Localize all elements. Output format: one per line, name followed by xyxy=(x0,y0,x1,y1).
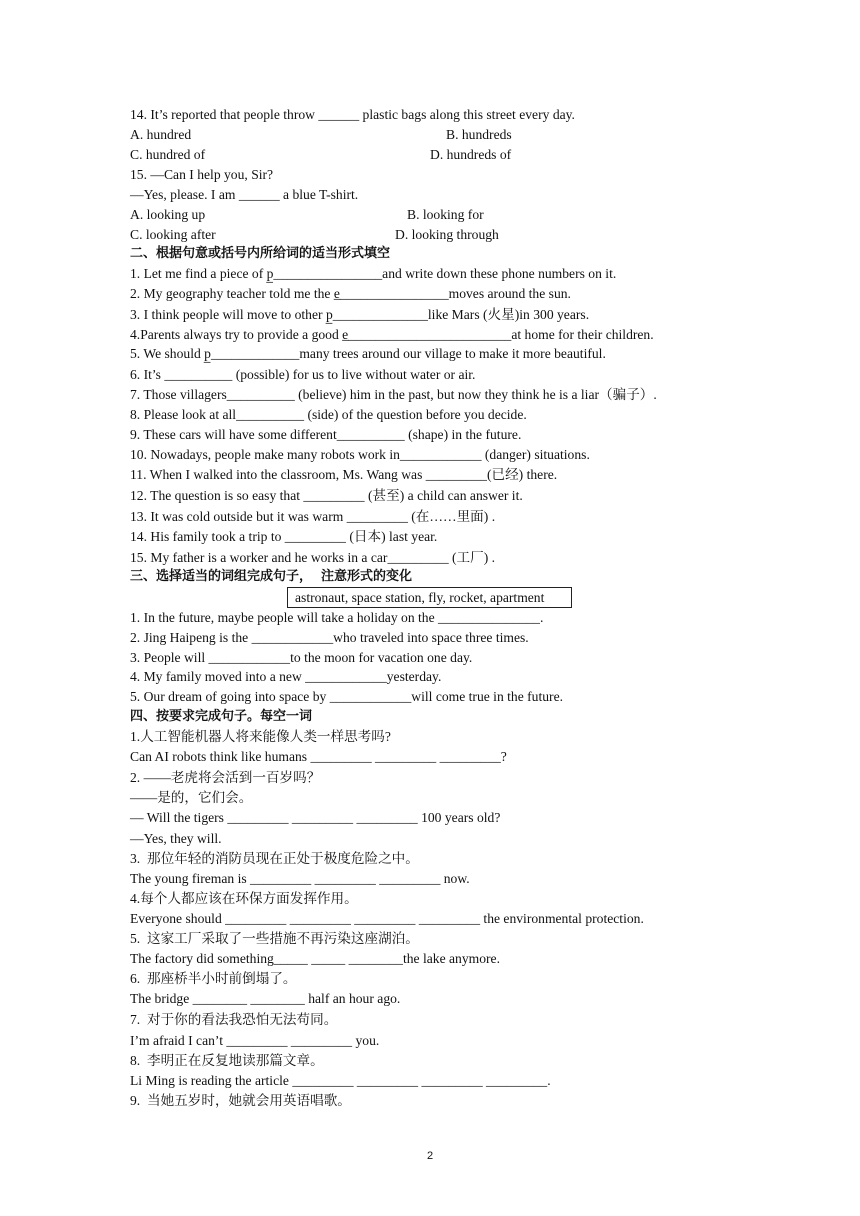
section2-item: 2. My geography teacher told me the e̲________________moves around the sun. xyxy=(130,286,571,301)
section2-item: 14. His family took a trip to _________ (日本) last year. xyxy=(130,529,438,544)
section3-item: 1. In the future, maybe people will take a holiday on the _______________. xyxy=(130,610,544,625)
section4-line: 1.人工智能机器人将来能像人类一样思考吗? xyxy=(130,729,391,744)
section2-item: 3. I think people will move to other p̲______________like Mars (火星)in 300 years. xyxy=(130,307,590,322)
q15-option-b: B. looking for xyxy=(407,207,484,222)
section4-line: Li Ming is reading the article _________ _________ _________ _________. xyxy=(130,1073,551,1088)
section2-item: 11. When I walked into the classroom, Ms. Wang was _________(已经) there. xyxy=(130,467,558,482)
section2-item: 8. Please look at all__________ (side) of the question before you decide. xyxy=(130,407,527,422)
section4-line: The factory did something_____ _____ ________the lake anymore. xyxy=(130,951,500,966)
section2-item: 7. Those villagers__________ (believe) him in the past, but now they think he is a liar（骗子）. xyxy=(130,387,657,402)
section4-line: Everyone should _________ _________ _________ _________ the environmental protection. xyxy=(130,911,644,926)
q15-option-d: D. looking through xyxy=(395,227,499,242)
q15-stem: 15. —Can I help you, Sir? xyxy=(130,167,274,182)
section4-line: ——是的，它们会。 xyxy=(130,790,253,805)
section4-line: I’m afraid I can’t _________ _________ you. xyxy=(130,1033,380,1048)
section4-heading: 四、按要求完成句子。每空一词 xyxy=(130,709,313,724)
section2-item: 12. The question is so easy that _________ (甚至) a child can answer it. xyxy=(130,488,523,503)
q14-option-b: B. hundreds xyxy=(446,127,512,142)
section4-line: 4.每个人都应该在环保方面发挥作用。 xyxy=(130,891,358,906)
q15-option-c: C. looking after xyxy=(130,227,216,242)
section4-line: 7. 对于你的看法我恐怕无法苟同。 xyxy=(130,1012,338,1027)
section4-line: 8. 李明正在反复地读那篇文章。 xyxy=(130,1053,324,1068)
section4-line: The bridge ________ ________ half an hour ago. xyxy=(130,991,401,1006)
section2-item: 9. These cars will have some different__________ (shape) in the future. xyxy=(130,427,522,442)
q14-option-c: C. hundred of xyxy=(130,147,206,162)
section4-line: 6. 那座桥半小时前倒塌了。 xyxy=(130,971,297,986)
section4-line: 3. 那位年轻的消防员现在正处于极度危险之中。 xyxy=(130,851,419,866)
section2-item: 6. It’s __________ (possible) for us to live without water or air. xyxy=(130,367,476,382)
section4-line: The young fireman is _________ _________ _________ now. xyxy=(130,871,470,886)
section2-item: 13. It was cold outside but it was warm _________ (在……里面) . xyxy=(130,509,496,524)
section2-item: 15. My father is a worker and he works in a car_________ (工厂) . xyxy=(130,550,496,565)
page-number: 2 xyxy=(426,1150,434,1162)
word-bank-box: astronaut, space station, fly, rocket, apartment xyxy=(287,587,572,608)
section4-line: Can AI robots think like humans _________ _________ _________? xyxy=(130,749,507,764)
section4-line: —Yes, they will. xyxy=(130,831,222,846)
q14-option-a: A. hundred xyxy=(130,127,192,142)
section3-item: 2. Jing Haipeng is the ____________who traveled into space three times. xyxy=(130,630,529,645)
section2-heading: 二、根据句意或括号内所给词的适当形式填空 xyxy=(130,246,391,261)
section3-item: 5. Our dream of going into space by ____________will come true in the future. xyxy=(130,689,564,704)
q14-option-d: D. hundreds of xyxy=(430,147,512,162)
section2-item: 4.Parents always try to provide a good e̲________________________at home for their children. xyxy=(130,327,654,342)
section3-item: 3. People will ____________to the moon for vacation one day. xyxy=(130,650,473,665)
q14-stem: 14. It’s reported that people throw ______ plastic bags along this street every day. xyxy=(130,107,575,122)
section3-item: 4. My family moved into a new ____________yesterday. xyxy=(130,669,442,684)
section4-line: 5. 这家工厂采取了一些措施不再污染这座湖泊。 xyxy=(130,931,419,946)
q15-option-a: A. looking up xyxy=(130,207,206,222)
section2-item: 10. Nowadays, people make many robots work in____________ (danger) situations. xyxy=(130,447,590,462)
q15-reply: —Yes, please. I am ______ a blue T-shirt. xyxy=(130,187,359,202)
section3-heading: 三、选择适当的词组完成句子， 注意形式的变化 xyxy=(130,569,413,584)
section4-line: — Will the tigers _________ _________ _________ 100 years old? xyxy=(130,810,501,825)
section4-line: 9. 当她五岁时，她就会用英语唱歌。 xyxy=(130,1093,351,1108)
section2-item: 1. Let me find a piece of p̲________________and write down these phone numbers on it. xyxy=(130,266,617,281)
section2-item: 5. We should p̲_____________many trees around our village to make it more beautiful. xyxy=(130,346,606,361)
section4-line: 2. ——老虎将会活到一百岁吗？ xyxy=(130,770,321,785)
